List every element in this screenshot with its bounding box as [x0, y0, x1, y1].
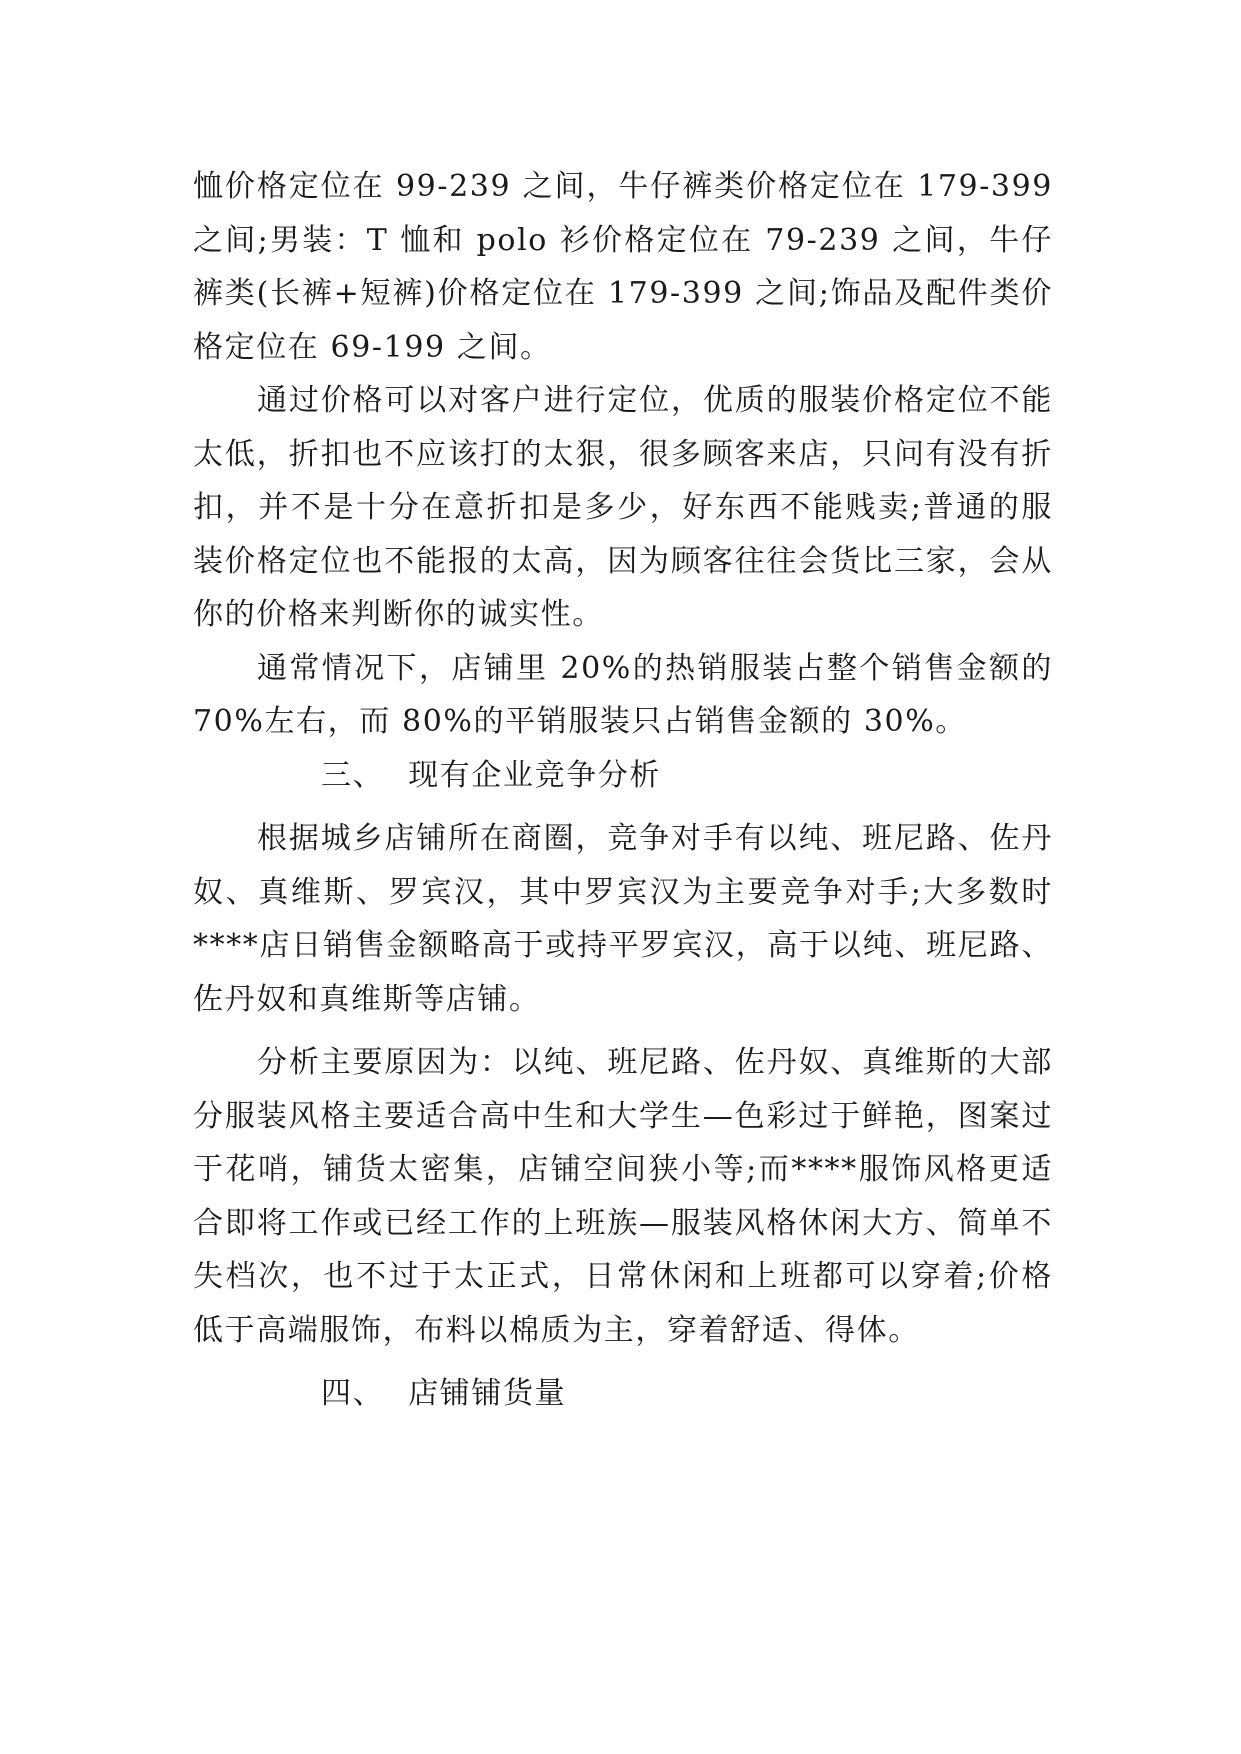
continuation-paragraph-pricing: 恤价格定位在 99-239 之间，牛仔裤类价格定位在 179-399 之间;男装：T 恤和 polo 衫价格定位在 79-239 之间，牛仔裤类(长裤+短裤)价格定位在 179-399 之间;饰品及配件类价格定位在 69-199 之间。	[193, 169, 1053, 365]
section-number: 三、	[321, 757, 385, 793]
paragraph-sales-ratio: 通常情况下，店铺里 20%的热销服装占整个销售金额的 70%左右，而 80%的平销服装只占销售金额的 30%。	[193, 650, 1053, 739]
paragraph-price-positioning: 通过价格可以对客户进行定位，优质的服装价格定位不能太低，折扣也不应该打的太狠，很多顾客来店，只问有没有折扣，并不是十分在意折扣是多少，好东西不能贱卖;普通的服装价格定位也不能报的太高，因为顾客往往会货比三家，会从你的价格来判断你的诚实性。	[193, 383, 1053, 632]
paragraph-competitors: 根据城乡店铺所在商圈，竞争对手有以纯、班尼路、佐丹奴、真维斯、罗宾汉，其中罗宾汉为主要竞争对手;大多数时****店日销售金额略高于或持平罗宾汉，高于以纯、班尼路、佐丹奴和真维斯等店铺。	[193, 821, 1053, 1017]
section-title: 店铺铺货量	[408, 1376, 567, 1411]
section-number: 四、	[321, 1376, 385, 1411]
section-title: 现有企业竞争分析	[408, 757, 662, 793]
document-body	[193, 160, 1053, 1421]
section-heading-inventory	[193, 1367, 1053, 1421]
paragraph-analysis: 分析主要原因为：以纯、班尼路、佐丹奴、真维斯的大部分服装风格主要适合高中生和大学生—色彩过于鲜艳，图案过于花哨，铺货太密集，店铺空间狭小等;而****服饰风格更适合即将工作或已经工作的上班族—服装风格休闲大方、简单不失档次，也不过于太正式，日常休闲和上班都可以穿着;价格低于高端服饰，布料以棉质为主，穿着舒适、得体。	[193, 1045, 1053, 1348]
section-heading-competition	[193, 749, 1053, 803]
